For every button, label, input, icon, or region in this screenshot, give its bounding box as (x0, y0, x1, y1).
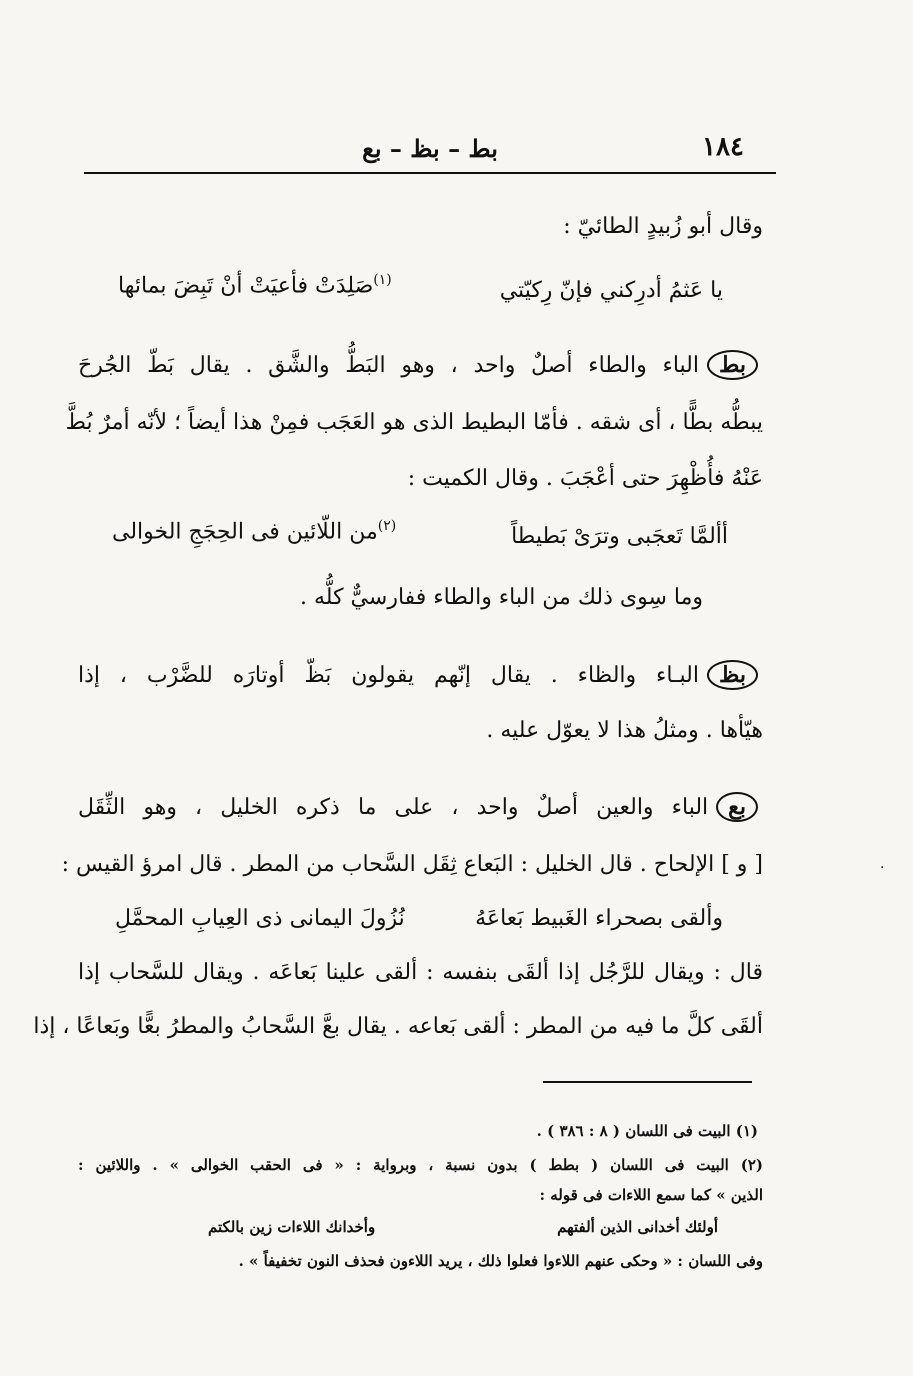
text-line-5: وما سِوى ذلك من الباء والطاء ففارسيٌّ كلُّه . (300, 585, 703, 610)
text-line-8 (78, 792, 758, 822)
text-line-9: [ و ] الإلحاح . قال الخليل : البَعاع ثِقَل السَّحاب من المطر . قال امرؤ القيس : (61, 852, 763, 877)
text-line-1: وقال أبو زُبيدٍ الطائيّ : (563, 214, 763, 239)
text-line-6 (78, 660, 758, 690)
text-line-3: يبطُّه بطًّا ، أى شقه . فأمّا البطيط الذى هو العَجَب فمِنْ هذا أيضاً ؛ لأنّه أمرٌ بُطَّ (65, 410, 763, 435)
running-header: بط – بظ – بع (362, 134, 498, 163)
text-line-2-content: الباء والطاء أصلٌ واحد ، وهو البَطُّ والشَّق . يقال بَطّ الجُرحَ (78, 353, 699, 378)
footnote-rule (543, 1081, 752, 1083)
text-line-7: هيّأها . ومثلُ هذا لا يعوّل عليه . (486, 718, 763, 743)
footnote-verse-left: وأخدانك اللاءات زين بالكتم (208, 1218, 376, 1236)
footnote-1: (١) البيت فى اللسان ( ٨ : ٣٨٦ ) . (536, 1122, 758, 1140)
verse-1-hemistich-left (118, 272, 392, 298)
text-line-8-content: الباء والعين أصلٌ واحد ، على ما ذكره الخليل ، وهو الثِّقَل (78, 795, 709, 820)
verse-1-hemistich-right (500, 278, 723, 303)
footnote-2-continued: الذين » كما سمع اللاءات فى قوله : (539, 1186, 763, 1204)
verse-2-right-text: أألمَّا تَعجَبى وترَىْ بَطيطاً (511, 524, 728, 549)
text-line-6-content: البـاء والظاء . يقال إنّهم يقولون بَظّ أوتارَه للضَّرْب ، إذا (78, 663, 699, 688)
page-number: ١٨٤ (702, 132, 744, 162)
verse-2-hemistich-right (511, 524, 728, 549)
verse-3-left-text: نُزُولَ اليمانى ذى العِيابِ المحمَّلِ (115, 906, 405, 931)
header-rule (84, 172, 776, 174)
footnote-2: (٢) البيت فى اللسان ( بطط ) بدون نسبة ، وبرواية : « فى الحقب الخوالى » . واللائين : (78, 1156, 763, 1174)
text-line-2 (78, 350, 758, 380)
footnote-ref-2: (٢) (377, 518, 397, 534)
margin-mark: · (880, 860, 885, 876)
root-heading-bz: بظ (707, 660, 758, 690)
verse-2-left-text: من اللّائين فى الحِجَجِ الخوالى (112, 519, 378, 545)
footnote-ref-1: (١) (373, 272, 392, 288)
verse-3-hemistich-right (475, 906, 723, 931)
text-line-11: ألقَى كلَّ ما فيه من المطر : ألقى بَعاعه . يقال بعَّ السَّحابُ والمطرُ بعًّا وبَعاعًا ، إذا (33, 1014, 763, 1039)
text-line-4: عَنْهُ فأُظْهِرَ حتى أعْجَبَ . وقال الكميت : (407, 466, 763, 491)
verse-1-left-text: صَلِدَتْ فأعيَتْ أنْ تَبِضَ بمائها (118, 273, 374, 299)
verse-1-right-text: يا عَثمُ أدرِكني فإنّ رِكيّتي (499, 278, 723, 303)
verse-2-hemistich-left (112, 518, 396, 544)
footnote-verse-right: أولئك أخدانى الذين ألفتهم (557, 1218, 718, 1236)
root-heading-ba: بع (716, 792, 758, 822)
root-heading-bt: بط (707, 350, 758, 380)
verse-3-hemistich-left (115, 906, 405, 931)
text-line-10: قال : ويقال للرَّجُل إذا ألقَى بنفسه : ألقى علينا بَعاعَه . ويقال للسَّحاب إذا (78, 960, 763, 985)
verse-3-right-text: وألقى بصحراء الغَبيط بَعاعَهُ (475, 906, 723, 931)
footnote-lisan-note: وفى اللسان : « وحكى عنهم اللاءوا فعلوا ذلك ، يريد اللاءون فحذف النون تخفيفاً » . (238, 1252, 763, 1270)
